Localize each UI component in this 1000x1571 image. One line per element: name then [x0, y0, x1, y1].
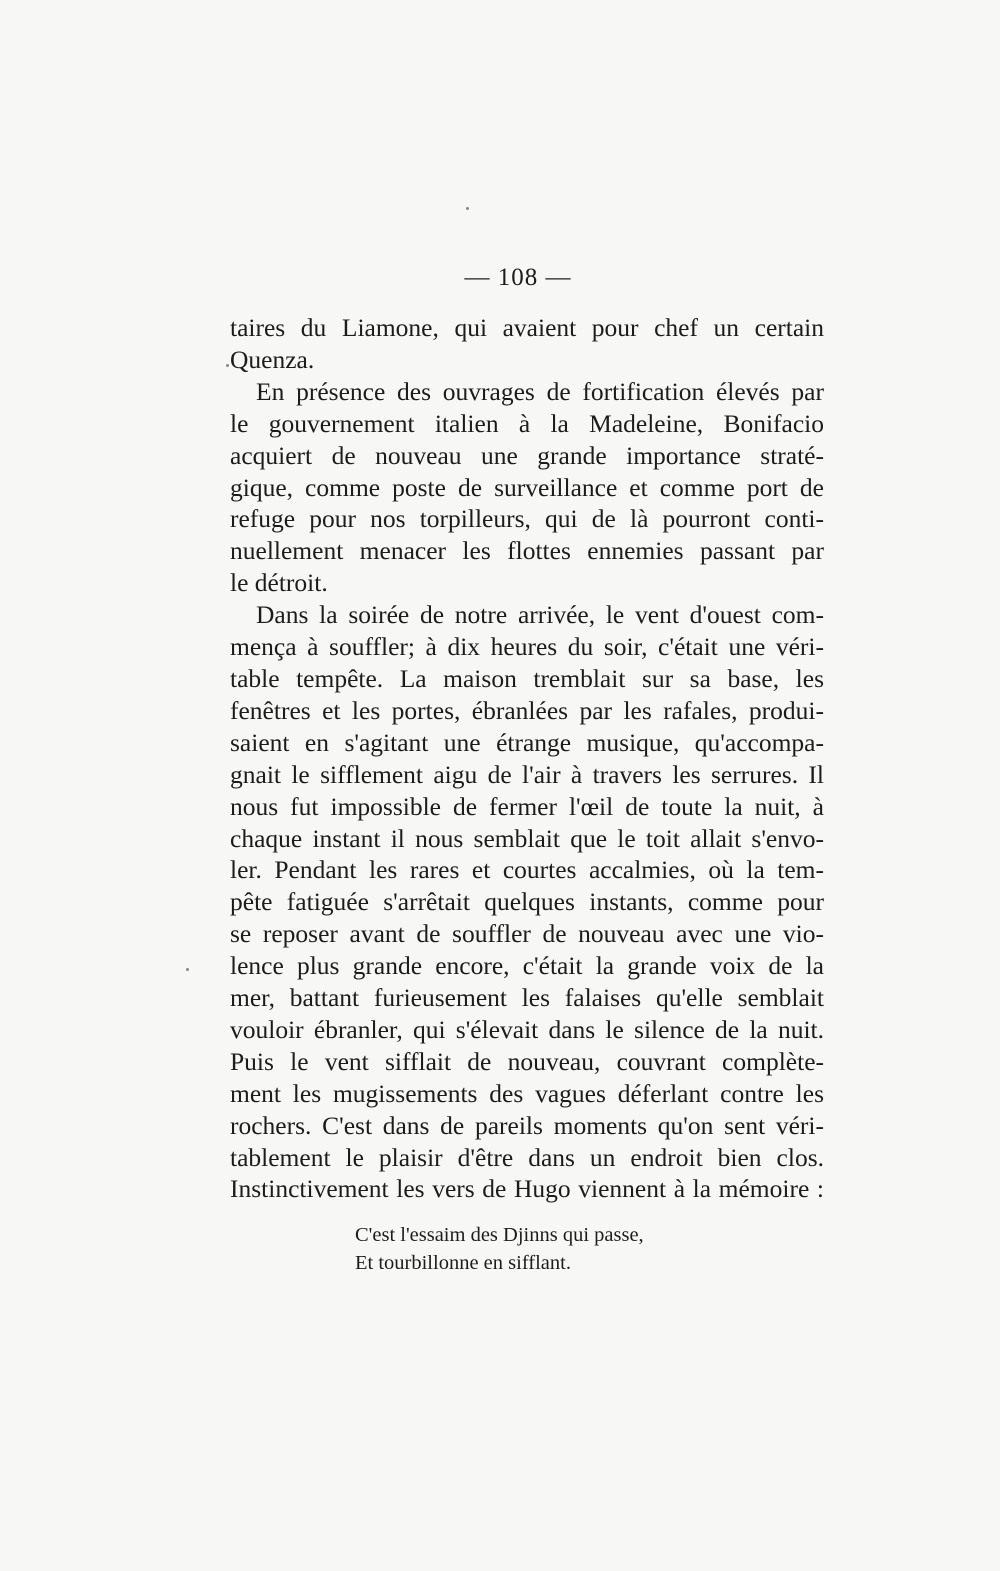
- text-line: table tempête. La maison tremblait sur sa base, les: [230, 663, 824, 693]
- page-number: — 108 —: [464, 264, 572, 291]
- text-line: fenêtres et les portes, ébranlées par les rafales, produi-: [230, 695, 824, 725]
- text-line: rochers. C'est dans de pareils moments qu'on sent véri-: [230, 1110, 824, 1140]
- text-line: Instinctivement les vers de Hugo viennent à la mémoire :: [230, 1174, 824, 1204]
- text-line: ment les mugissements des vagues déferlant contre les: [230, 1078, 824, 1108]
- text-line: Quenza.: [230, 344, 315, 374]
- verse-line: Et tourbillonne en sifflant.: [355, 1252, 571, 1274]
- text-line: tablement le plaisir d'être dans un endroit bien clos.: [230, 1142, 824, 1172]
- text-line: gique, comme poste de surveillance et comme port de: [230, 472, 824, 502]
- paper-speck: [226, 364, 229, 367]
- text-line: le gouvernement italien à la Madeleine, Bonifacio: [230, 408, 824, 438]
- body-text: [230, 312, 824, 1205]
- text-line: le détroit.: [230, 568, 328, 598]
- paper-speck: [466, 207, 469, 210]
- text-line: vouloir ébranler, qui s'élevait dans le silence de la nuit.: [230, 1014, 824, 1044]
- text-line: nous fut impossible de fermer l'œil de toute la nuit, à: [230, 791, 824, 821]
- text-line: lence plus grande encore, c'était la grande voix de la: [230, 951, 824, 981]
- text-line: taires du Liamone, qui avaient pour chef un certain: [230, 313, 824, 342]
- text-line: En présence des ouvrages de fortification élevés par: [256, 376, 824, 406]
- text-line: mer, battant furieusement les falaises qu'elle semblait: [230, 983, 824, 1013]
- text-line: saient en s'agitant une étrange musique, qu'accompa-: [230, 727, 824, 757]
- text-line: se reposer avant de souffler de nouveau avec une vio-: [230, 919, 824, 949]
- verse-quote: [355, 1221, 644, 1277]
- text-line: pête fatiguée s'arrêtait quelques instants, comme pour: [230, 887, 824, 917]
- text-line: acquiert de nouveau une grande importance straté-: [230, 440, 824, 470]
- text-line: ler. Pendant les rares et courtes accalmies, où la tem-: [230, 855, 824, 885]
- text-line: nuellement menacer les flottes ennemies passant par: [230, 536, 824, 566]
- verse-line: C'est l'essaim des Djinns qui passe,: [355, 1224, 644, 1246]
- paper-speck: [186, 968, 189, 971]
- text-line: Puis le vent sifflait de nouveau, couvrant complète-: [230, 1046, 824, 1076]
- text-line: Dans la soirée de notre arrivée, le vent d'ouest com-: [256, 600, 824, 630]
- text-line: gnait le sifflement aigu de l'air à travers les serrures. Il: [230, 759, 824, 789]
- text-line: chaque instant il nous semblait que le toit allait s'envo-: [230, 823, 824, 853]
- text-line: refuge pour nos torpilleurs, qui de là pourront conti-: [230, 504, 824, 534]
- text-line: mença à souffler; à dix heures du soir, c'était une véri-: [230, 632, 824, 662]
